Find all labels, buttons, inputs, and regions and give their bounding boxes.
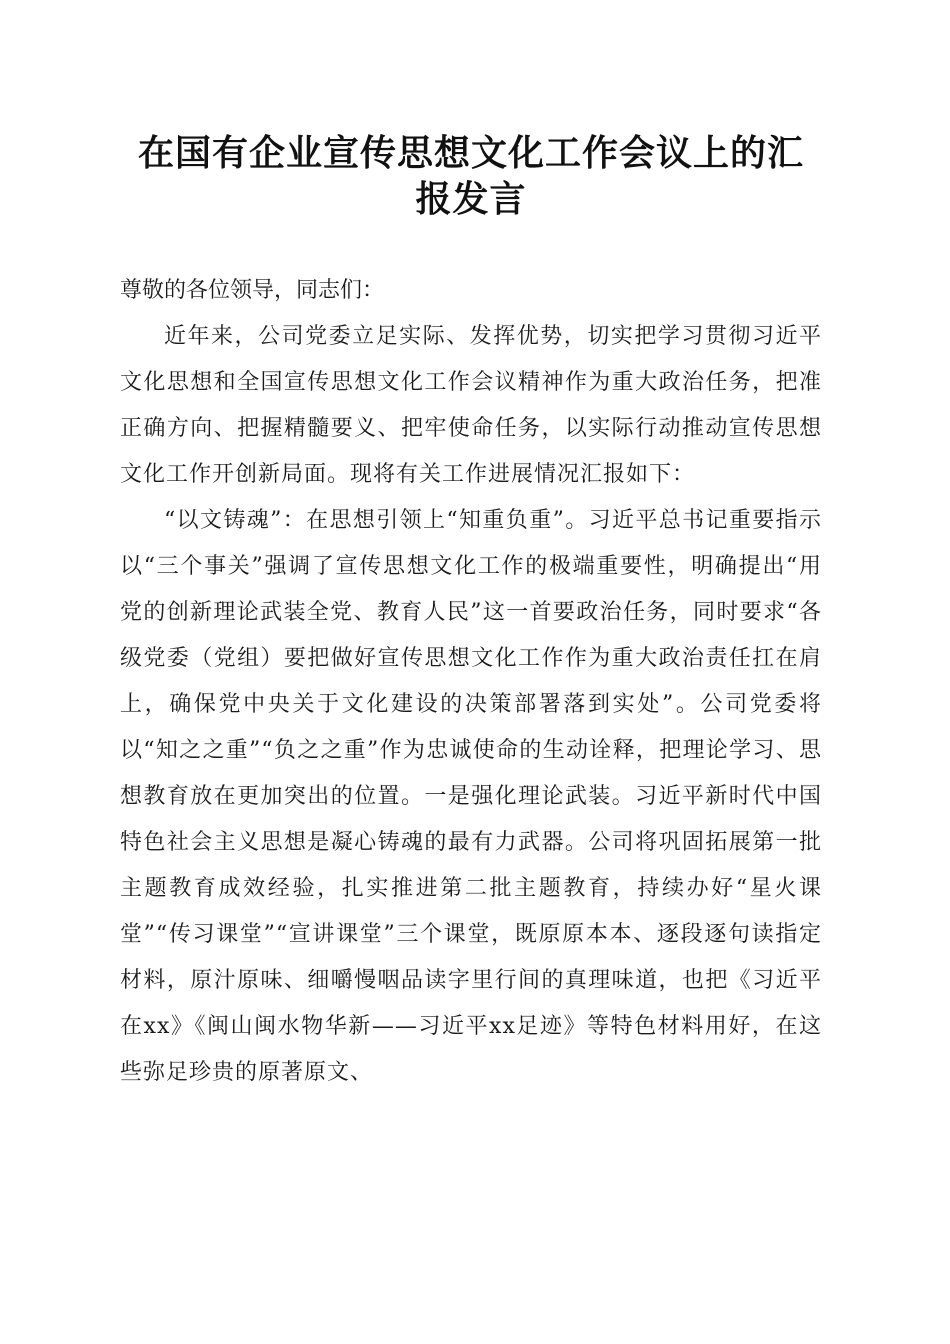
salutation: 尊敬的各位领导，同志们： — [120, 278, 385, 303]
paragraph-intro: 近年来，公司党委立足实际、发挥优势，切实把学习贯彻习近平文化思想和全国宣传思想文化工作会议精神作为重大政治任务，把准正确方向、把握精髓要义、把牢使命任务，以实际行动推动宣传思想文化工作开创新局面。现将有关工作进展情况汇报如下： — [120, 324, 822, 487]
paragraph-ideological-guidance: “以文铸魂”：在思想引领上“知重负重”。习近平总书记重要指示以“三个事关”强调了宣传思想文化工作的极端重要性，明确提出“用党的创新理论武装全党、教育人民”这一首要政治任务，同时要求“各级党委（党组）要把做好宣传思想文化工作作为重大政治责任扛在肩上，确保党中央关于文化建设的决策部署落到实处”。公司党委将以“知之之重”“负之之重”作为忠诚使命的生动诠释，把理论学习、思想教育放在更加突出的位置。一是强化理论武装。习近平新时代中国特色社会主义思想是凝心铸魂的最有力武器。公司将巩固拓展第一批主题教育成效经验，扎实推进第二批主题教育，持续办好“星火课堂”“传习课堂”“宣讲课堂”三个课堂，既原原本本、逐段逐句读指定材料，原汁原味、细嚼慢咽品读字里行间的真理味道，也把《习近平在xx》《闽山闽水物华新——习近平xx足迹》等特色材料用好，在这些弥足珍贵的原著原文、 — [120, 508, 822, 1085]
document-title: 在国有企业宣传思想文化工作会议上的汇报发言 — [137, 132, 804, 220]
